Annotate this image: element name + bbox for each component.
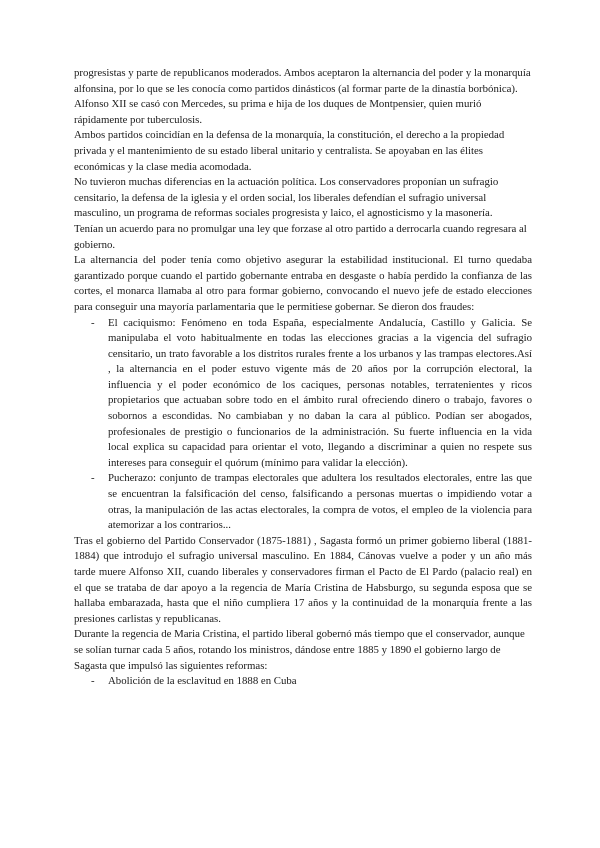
paragraph-gobierno-liberal: Tras el gobierno del Partido Conservador (1875-1881) , Sagasta formó un primer gobierno liberal (1881-1884) que introdujo el sufragio universal masculino. En 1884, Cánovas vuelve a poder y un año más tarde muere Alfonso XII, cuando liberales y conservadores firman el Pacto de El Pardo (palacio real) en el que se trataba de dar apoyo a la regencia de María Cristina de Habsburgo, su segunda esposa que se hallaba embarazada, hasta que el niño cumpliera 17 años y la continuidad de la monarquía frente a las presiones carlistas y republicanas. (74, 534, 532, 625)
list-item-caciquismo (74, 316, 532, 472)
paragraph-alfonso-xii: Alfonso XII se casó con Mercedes, su prima e hija de los duques de Montpensier, quien murió rápidamente por tuberculosis. (74, 98, 482, 126)
list-item-text: Pucherazo: conjunto de trampas electorales que adultera los resultados electorales, entre las que se encuentran la falsificación del censo, falsificando a personas muertas o impidiendo votar a otras, la manipulación de las actas electorales, la compra de votos, el empleo de la violencia para atemorizar a los contrarios... (108, 472, 532, 532)
paragraph-alternancia: La alternancia del poder tenía como objetivo asegurar la estabilidad institucional. El turno quedaba garantizado porque cuando el partido gobernante entraba en desgaste o había perdido la confianza de las cortes, el monarca llamaba al otro para formar gobierno, convocando el nuevo jefe de estado elecciones para conseguir una mayoría parlamentaria que le permitiese gobernar. Se dieron dos fraudes: (74, 254, 532, 313)
list-item-text: Abolición de la esclavitud en 1888 en Cuba (108, 675, 297, 688)
bullet-dash: - (91, 316, 95, 329)
paragraph-regencia: Durante la regencia de Maria Cristina, el partido liberal gobernó más tiempo que el conservador, aunque se solían turnar cada 5 años, rotando los ministros, dándose entre 1885 y 1890 el gobierno largo de Sagasta que impulsó las siguientes reformas: (74, 628, 525, 672)
reformas-list (74, 674, 532, 690)
bullet-dash: - (91, 472, 95, 485)
fraudes-list (74, 316, 532, 534)
paragraph-diferencias: No tuvieron muchas diferencias en la actuación política. Los conservadores proponían un sufragio censitario, la defensa de la iglesia y el orden social, los liberales defendían el sufragio universal masculino, un programa de reformas sociales progresista y laico, el agnosticismo y la masonería. (74, 176, 499, 220)
bullet-dash: - (91, 675, 95, 688)
document-page (74, 66, 532, 690)
paragraph-coincidencias: Ambos partidos coincidían en la defensa de la monarquía, la constitución, el derecho a la propiedad privada y el mantenimiento de su estado liberal unitario y centralista. Se apoyaban en las élites económicas y la clase media acomodada. (74, 129, 505, 173)
list-item-pucherazo (74, 471, 532, 533)
list-item-text: El caciquismo: Fenómeno en toda España, especialmente Andalucía, Castillo y Galicia. Se manipulaba el voto habitualmente en todas las elecciones gracias a la vigencia del sufragio censitario, un trato favorable a los distritos rurales frente a los urbanos y las trampas electores.Así , la alternancia en el poder estuvo vigente más de 20 años por la corrupción electoral, la influencia y el poder económico de los caciques, personas notables, terratenientes y ricos propietarios que actuaban sobre todo en el ámbito rural ofreciendo dinero o trabajo, favores o sobornos a escondidas. No cambiaban y no daban la cara al público. Podían ser abogados, profesionales de prestigio o funcionarios de la administración. Su fuerte influencia en la vida local explica su capacidad para orientar el voto, llegando a discriminar a quien no respete sus intereses para conseguir el quórum (mínimo para validar la elección). (108, 316, 532, 469)
paragraph-acuerdo: Tenían un acuerdo para no promulgar una ley que forzase al otro partido a derrocarla cuando regresara al gobierno. (74, 222, 527, 251)
list-item-abolicion (74, 674, 532, 690)
paragraph-partidos-dinasticos: progresistas y parte de republicanos moderados. Ambos aceptaron la alternancia del poder y la monarquía alfonsina, por lo que se les conocía como partidos dinásticos (al formar parte de la dinastía borbónica). (74, 67, 531, 95)
